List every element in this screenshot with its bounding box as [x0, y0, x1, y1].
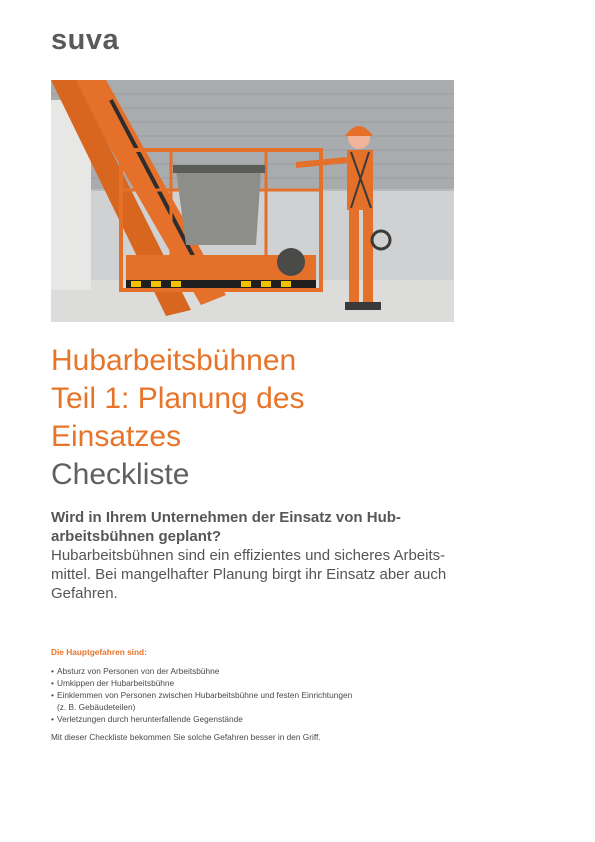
hazards-section	[51, 646, 491, 743]
hazards-heading: Die Hauptgefahren sind:	[51, 647, 147, 657]
intro-section	[51, 508, 471, 603]
list-item: • Verletzungen durch herunterfallende Gegenstände	[51, 713, 491, 725]
title-line-2: Teil 1: Planung des	[51, 382, 305, 415]
list-item: • Umkippen der Hubarbeitsbühne	[51, 677, 491, 689]
hazards-closing: Mit dieser Checkliste bekommen Sie solche Gefahren besser in den Griff.	[51, 732, 321, 742]
document-title	[51, 342, 531, 494]
hero-photo	[51, 80, 454, 322]
hazards-list	[51, 665, 491, 725]
aerial-work-platform-photo	[51, 80, 454, 322]
intro-question: Wird in Ihrem Unternehmen der Einsatz von Hubarbeitsbühnen geplant?	[51, 509, 401, 545]
title-line-3: Einsatzes	[51, 420, 182, 453]
list-item: • Absturz von Personen von der Arbeitsbühne	[51, 665, 491, 677]
title-subtitle: Checkliste	[51, 458, 190, 491]
list-item: • Einklemmen von Personen zwischen Hubarbeitsbühne und festen Einrichtungen (z. B. Gebäudeteilen)	[51, 689, 491, 713]
suva-logo: suva	[51, 24, 120, 56]
intro-body: Hubarbeitsbühnen sind ein effizientes und sicheres Arbeitsmittel. Bei mangelhafter Planung birgt ihr Einsatz aber auch Gefahren.	[51, 547, 447, 602]
title-line-1: Hubarbeitsbühnen	[51, 344, 297, 377]
